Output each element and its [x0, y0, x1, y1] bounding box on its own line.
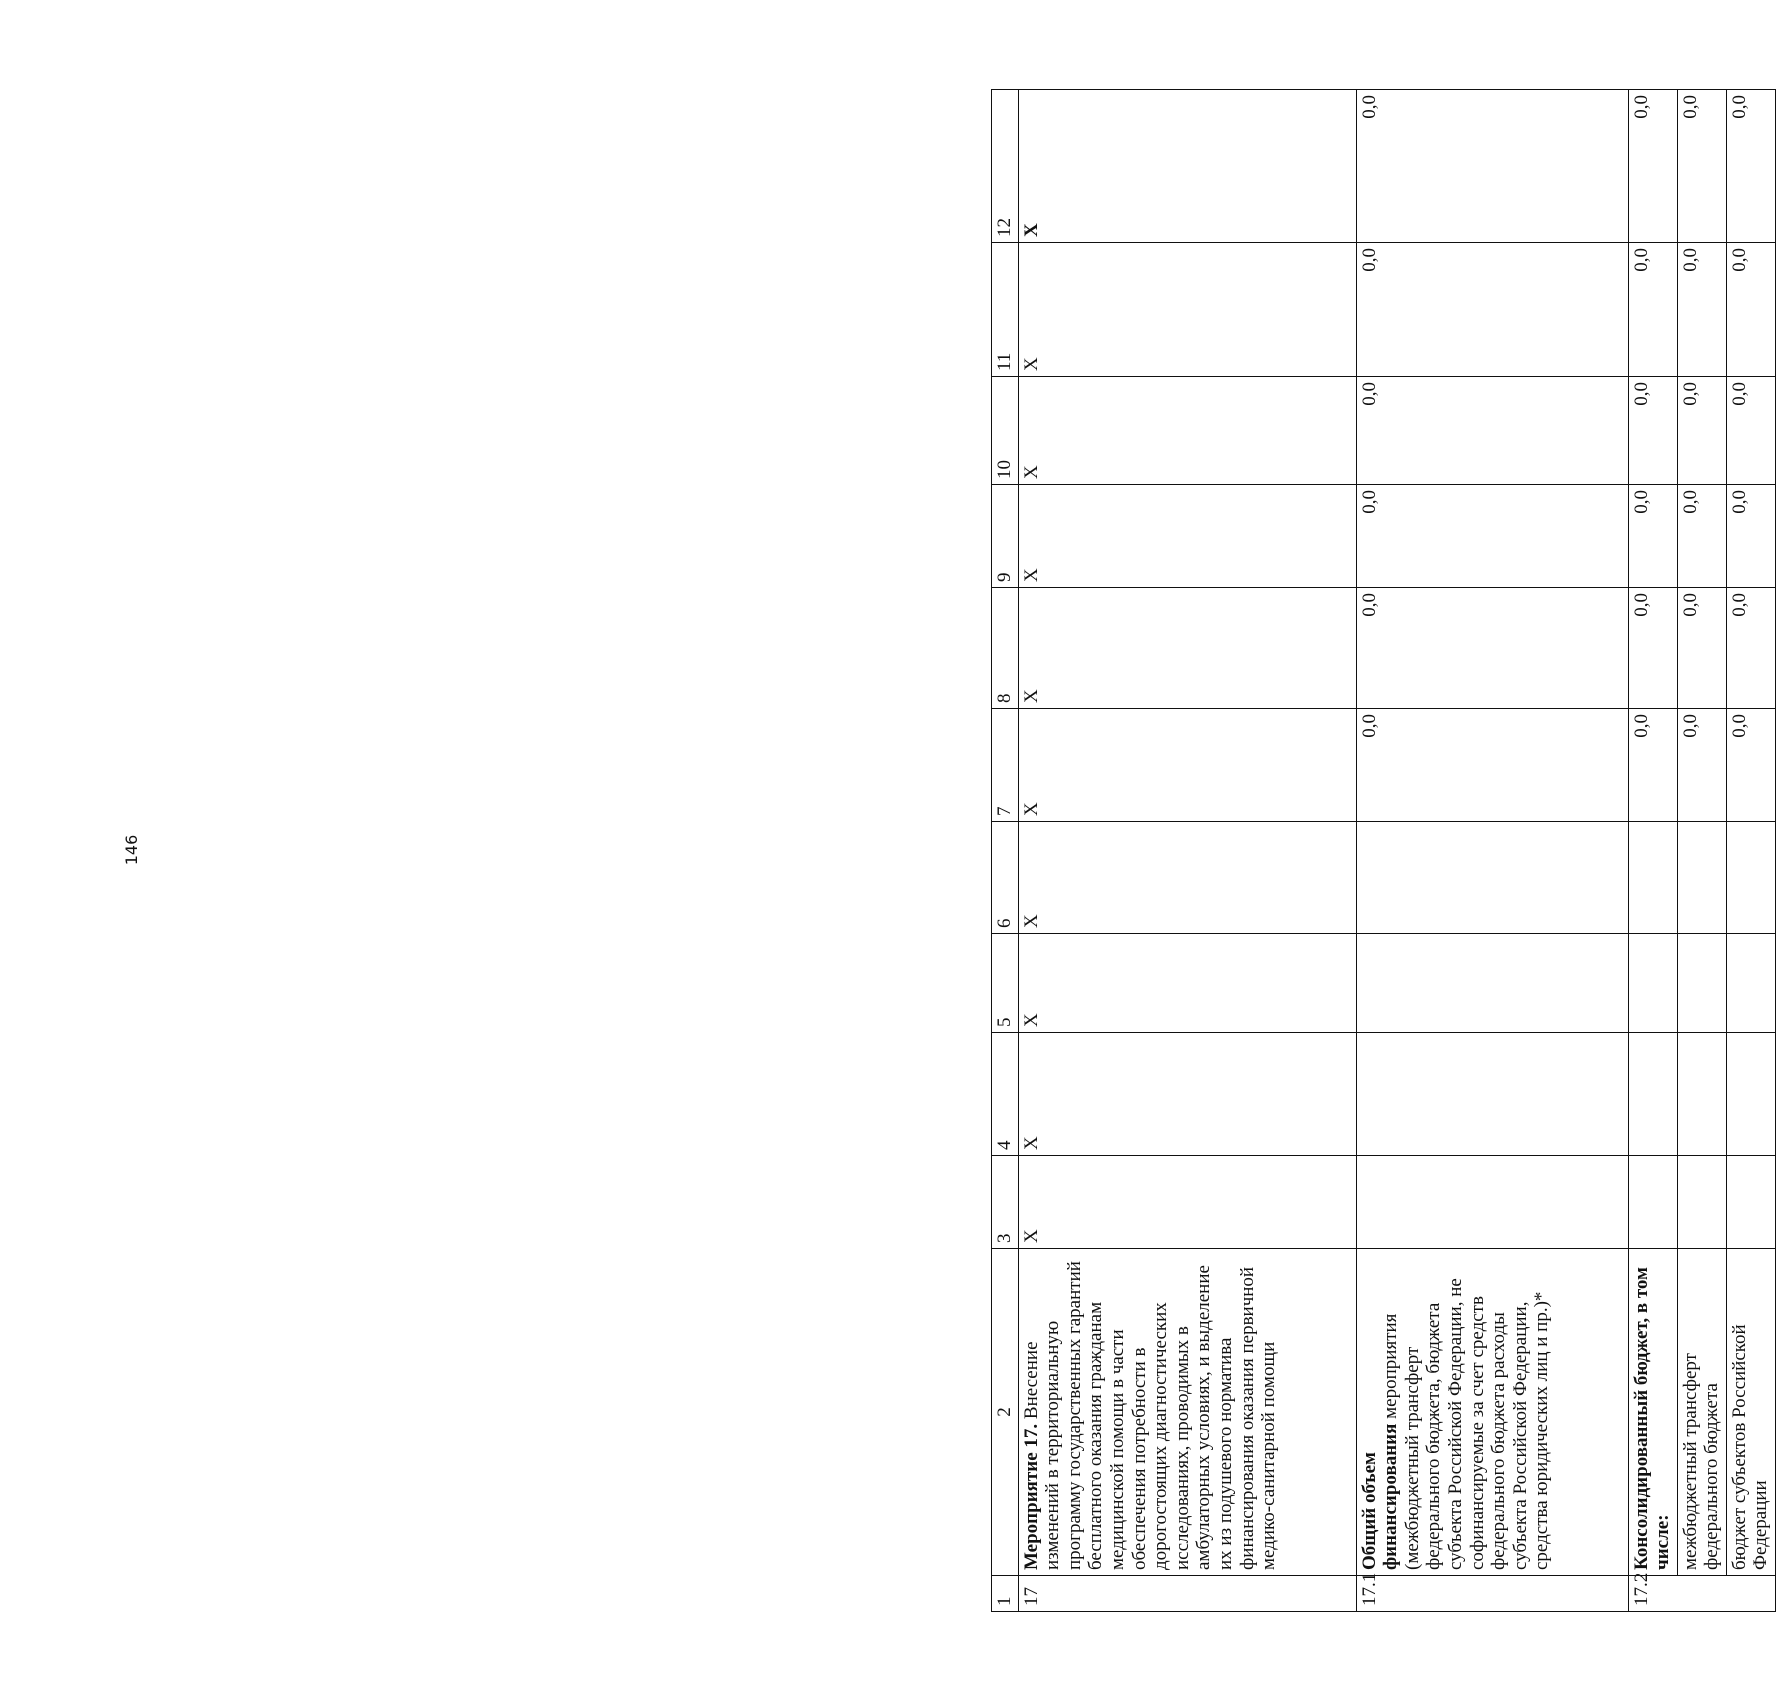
value-cell: 0,0	[1356, 485, 1628, 588]
value-cell	[1677, 1033, 1726, 1156]
row-code: 17.1	[1356, 1576, 1628, 1612]
value-cell: 0,0	[1628, 485, 1677, 588]
value-cell	[1677, 1156, 1726, 1249]
value-cell: 0,0	[1628, 588, 1677, 709]
value-cell	[1726, 934, 1775, 1033]
value-cell: 0,0	[1726, 588, 1775, 709]
activity-title: Мероприятие 17.	[1020, 1423, 1042, 1570]
header-cell: 1	[992, 1576, 1019, 1612]
page-number: 146	[122, 834, 141, 866]
header-cell: 10	[992, 377, 1019, 485]
header-row	[992, 90, 1019, 1612]
value-cell: 0,0	[1628, 243, 1677, 377]
value-cell	[1356, 1156, 1628, 1249]
value-cell	[1677, 934, 1726, 1033]
value-cell: 0,0	[1628, 709, 1677, 822]
value-cell: 0,0	[1677, 588, 1726, 709]
value-cell: 0,0	[1726, 485, 1775, 588]
mark-cell: Х	[1018, 377, 1356, 485]
value-cell: 0,0	[1356, 90, 1628, 243]
table-row-17	[1018, 90, 1356, 1612]
header-cell: 8	[992, 588, 1019, 709]
consolidated-budget-label: Консолидированный бюджет, в том числе:	[1628, 1249, 1677, 1576]
activity-description	[1018, 1249, 1356, 1576]
header-cell: 9	[992, 485, 1019, 588]
value-cell	[1726, 1156, 1775, 1249]
sub-label: межбюджетный трансферт федерального бюджета	[1677, 1249, 1726, 1576]
header-cell: 6	[992, 822, 1019, 934]
value-cell	[1726, 822, 1775, 934]
value-cell: 0,0	[1677, 709, 1726, 822]
value-cell	[1677, 822, 1726, 934]
header-cell: 11	[992, 243, 1019, 377]
mark-cell: Х	[1018, 934, 1356, 1033]
value-cell	[1726, 1033, 1775, 1156]
financing-label: Общий объем	[1358, 1452, 1380, 1570]
financing-table	[991, 89, 1776, 1612]
value-cell	[1356, 1033, 1628, 1156]
value-cell: 0,0	[1677, 243, 1726, 377]
header-cell: 2	[992, 1249, 1019, 1576]
mark-cell: Х	[1018, 243, 1356, 377]
value-cell	[1628, 934, 1677, 1033]
value-cell: 0,0	[1726, 90, 1775, 243]
mark-cell: Х	[1018, 1033, 1356, 1156]
value-cell: 0,0	[1356, 588, 1628, 709]
value-cell	[1628, 822, 1677, 934]
value-cell: 0,0	[1726, 243, 1775, 377]
header-cell: 5	[992, 934, 1019, 1033]
value-cell: 0,0	[1726, 377, 1775, 485]
mark-cell: Х	[1018, 90, 1356, 243]
financing-text: мероприятия (межбюджетный трансферт федерального бюджета, бюджета субъекта Российской Федерации, не софинансируемые за счет средств федерального бюджета расходы субъекта Российской Федерации, средства юридических лиц и пр.)*	[1380, 1278, 1553, 1570]
header-cell: 12	[992, 90, 1019, 243]
value-cell	[1356, 822, 1628, 934]
table-row-17-2-transfer	[1677, 90, 1726, 1612]
sub-label: бюджет субъектов Российской Федерации	[1726, 1249, 1775, 1576]
row-code: 17.2	[1628, 1576, 1775, 1612]
value-cell: 0,0	[1628, 377, 1677, 485]
table-row-17-1	[1356, 90, 1628, 1612]
mark-cell: Х	[1018, 822, 1356, 934]
value-cell	[1356, 934, 1628, 1033]
table-row-17-2-regional	[1726, 90, 1775, 1612]
value-cell: 0,0	[1356, 377, 1628, 485]
activity-text: Внесение изменений в территориальную программу государственных гарантий бесплатного оказания гражданам медицинской помощи в части обеспечения потребности в дорогостоящих диагностических исследованиях, проводимых в амбулаторных условиях, и выделение их из подушевого норматива финансирования оказания первичной медико-санитарной помощи	[1020, 1261, 1280, 1570]
value-cell: 0,0	[1726, 709, 1775, 822]
value-cell	[1628, 1156, 1677, 1249]
financing-description	[1356, 1249, 1628, 1576]
value-cell: 0,0	[1356, 243, 1628, 377]
value-cell: 0,0	[1628, 90, 1677, 243]
header-cell: 4	[992, 1033, 1019, 1156]
value-cell: 0,0	[1677, 485, 1726, 588]
table-row-17-2	[1628, 90, 1677, 1612]
rotated-table-container	[991, 90, 1781, 1612]
header-cell: 7	[992, 709, 1019, 822]
value-cell	[1628, 1033, 1677, 1156]
value-cell: 0,0	[1356, 709, 1628, 822]
value-cell: 0,0	[1677, 377, 1726, 485]
header-cell: 3	[992, 1156, 1019, 1249]
mark-cell: Х	[1018, 588, 1356, 709]
financing-label-2: финансирования	[1380, 1423, 1402, 1570]
mark-cell: Х	[1018, 1156, 1356, 1249]
mark-cell: Х	[1018, 709, 1356, 822]
row-code: 17	[1018, 1576, 1356, 1612]
value-cell: 0,0	[1677, 90, 1726, 243]
mark-cell: Х	[1018, 485, 1356, 588]
